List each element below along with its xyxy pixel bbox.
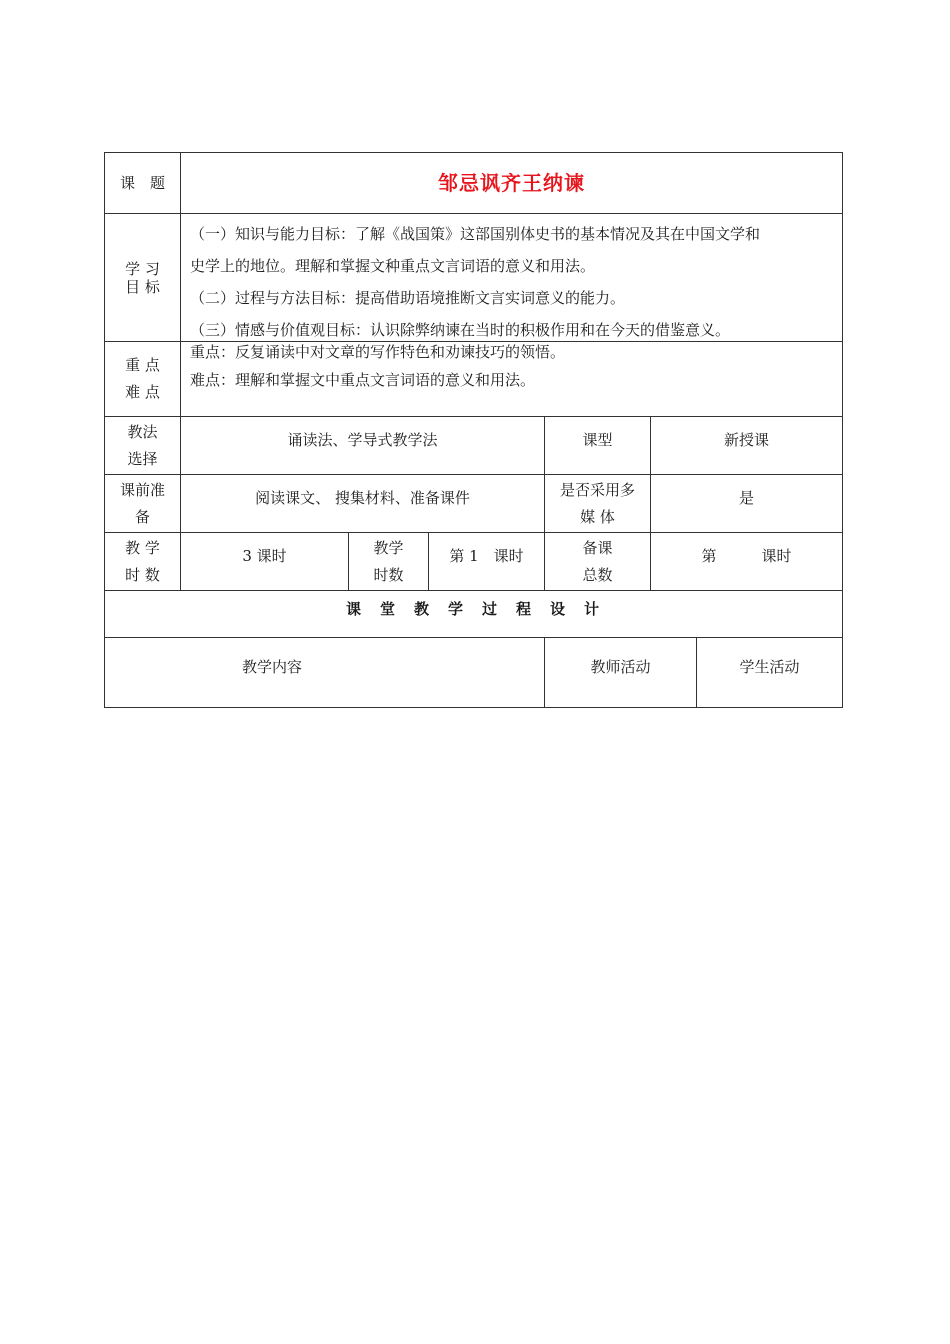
label-hours: 教学 时数 (373, 538, 404, 584)
table-border-right (842, 152, 843, 708)
goal-line: （一）知识与能力目标：了解《战国策》这部国别体史书的基本情况及其在中国文学和 (190, 225, 761, 243)
label-method: 教法 选择 (127, 422, 158, 468)
lesson-title: 邹忌讽齐王纳谏 (438, 170, 585, 195)
multimedia-value: 是 (738, 488, 754, 507)
teaching-method: 诵读法、学导式教学法 (287, 430, 438, 449)
row-divider (104, 213, 843, 214)
label-preparation: 课前准 备 (119, 480, 165, 526)
label-class-type: 课型 (582, 430, 613, 449)
difficult-point-line: 难点：理解和掌握文中重点文言词语的意义和用法。 (190, 371, 536, 389)
goal-line: （三）情感与价值观目标：认识除弊纳谏在当时的积极作用和在今天的借鉴意义。 (190, 321, 731, 339)
label-multimedia: 是否采用多 媒 体 (559, 480, 635, 526)
table-border-bottom (104, 707, 843, 708)
goal-line: 史学上的地位。理解和掌握文种重点文言词语的意义和用法。 (190, 257, 596, 275)
label-teaching-hours: 教 学 时 数 (125, 538, 160, 584)
column-teaching-content: 教学内容 (241, 657, 302, 676)
current-hour: 第 1 课时 (449, 546, 524, 565)
label-prep-total: 备课 总数 (582, 538, 613, 584)
label-column-divider (180, 152, 181, 591)
label-topic: 课 题 (119, 173, 165, 192)
label-key-points: 重 点 难 点 (125, 356, 160, 401)
class-type-value: 新授课 (723, 430, 769, 449)
key-point-line: 重点：反复诵读中对文章的写作特色和劝谏技巧的领悟。 (190, 343, 566, 361)
total-hours: 3 课时 (242, 546, 287, 565)
goal-line: （二）过程与方法目标：提高借助语境推断文言实词意义的能力。 (190, 289, 626, 307)
prep-total-value: 第 课时 (701, 546, 792, 565)
label-goals: 学 习 目 标 (125, 259, 160, 296)
column-teacher-activity: 教师活动 (590, 657, 651, 676)
process-design-heading: 课 堂 教 学 过 程 设 计 (345, 599, 601, 618)
column-student-activity: 学生活动 (739, 657, 800, 676)
preparation-value: 阅读课文、 搜集材料、准备课件 (255, 488, 470, 507)
